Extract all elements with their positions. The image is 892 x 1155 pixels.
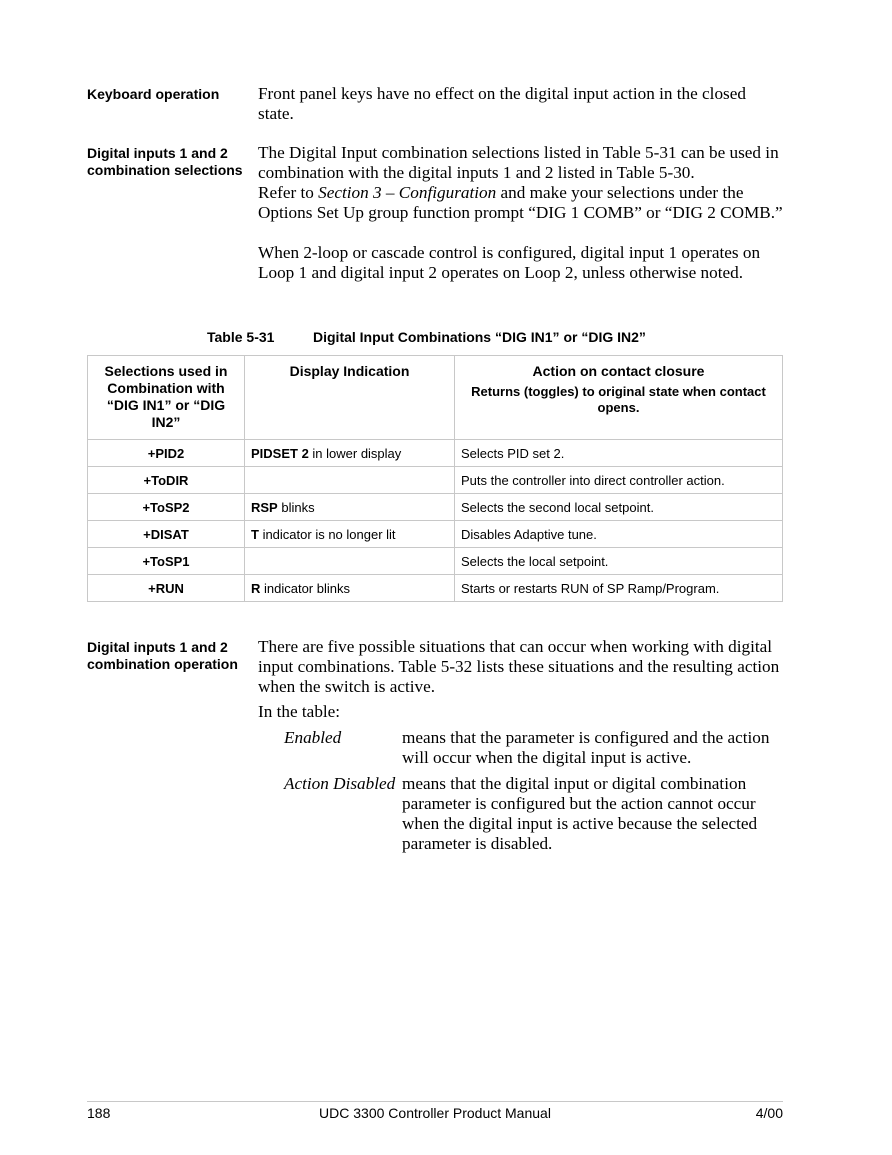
digital-input-combinations-table [87, 355, 783, 602]
cell-display [245, 521, 455, 548]
cell-display [245, 440, 455, 467]
text: Refer to [258, 183, 319, 202]
cell-selection: +DISAT [88, 521, 245, 548]
revision-date: 4/00 [755, 1105, 783, 1121]
table-row [88, 467, 783, 494]
paragraph-reference [258, 183, 783, 223]
paragraph: Front panel keys have no effect on the digital input action in the closed state. [258, 84, 746, 123]
paragraph: There are five possible situations that can occur when working with digital input combinations. Table 5-32 lists these situations and the resulting action when the switch is active. [258, 637, 780, 696]
page-footer [87, 1101, 783, 1121]
table-caption [207, 329, 646, 345]
page-number: 188 [87, 1105, 111, 1121]
display-bold: PIDSET 2 [251, 445, 309, 461]
definition-desc: means that the parameter is configured and the action will occur when the digital input is active. [402, 728, 770, 767]
display-text: indicator blinks [260, 580, 350, 596]
section-body [258, 84, 783, 124]
cell-action: Puts the controller into direct controller action. [455, 467, 783, 494]
side-heading: Digital inputs 1 and 2 combination operation [87, 639, 238, 672]
cell-selection: +ToSP1 [88, 548, 245, 575]
definition-desc: means that the digital input or digital combination parameter is configured but the action cannot occur when the digital input is active because the selected parameter is disabled. [402, 774, 758, 853]
display-text: blinks [277, 499, 315, 515]
table-row [88, 494, 783, 521]
display-bold: T [251, 526, 259, 542]
header-action [455, 356, 783, 440]
cell-selection: +PID2 [88, 440, 245, 467]
cell-action: Selects the second local setpoint. [455, 494, 783, 521]
definition-list [258, 728, 788, 854]
definition-item [258, 774, 788, 854]
section-body [258, 143, 783, 283]
display-text: in lower display [308, 445, 402, 461]
table-number: Table 5-31 [207, 329, 275, 345]
cell-display [245, 494, 455, 521]
cell-display [245, 548, 455, 575]
cell-action: Disables Adaptive tune. [455, 521, 783, 548]
cell-action: Selects the local setpoint. [455, 548, 783, 575]
paragraph: When 2-loop or cascade control is configured, digital input 1 operates on Loop 1 and digital input 2 operates on Loop 2, unless otherwise noted. [258, 243, 761, 282]
header-selections: Selections used in Combination with “DIG IN1” or “DIG IN2” [88, 356, 245, 440]
side-heading: Keyboard operation [87, 86, 220, 102]
table-row [88, 521, 783, 548]
table-row [88, 440, 783, 467]
section-reference: Section 3 – Configuration [318, 183, 497, 202]
cell-selection: +ToSP2 [88, 494, 245, 521]
header-action-title: Action on contact closure [532, 363, 705, 379]
definition-term: Enabled [284, 728, 342, 747]
cell-display [245, 467, 455, 494]
display-bold: RSP [251, 499, 278, 515]
table-row [88, 548, 783, 575]
display-bold: R [251, 580, 261, 596]
side-heading: Digital inputs 1 and 2 combination selections [87, 145, 243, 178]
definition-item [258, 728, 788, 768]
section-body [258, 637, 788, 860]
manual-title: UDC 3300 Controller Product Manual [319, 1105, 551, 1121]
cell-selection: +RUN [88, 575, 245, 602]
cell-action: Starts or restarts RUN of SP Ramp/Program. [455, 575, 783, 602]
paragraph: In the table: [258, 702, 341, 721]
text: and make your selections under the Options Set Up group function prompt “DIG 1 COMB” or “DIG 2 COMB.” [258, 183, 783, 222]
paragraph: The Digital Input combination selections listed in Table 5-31 can be used in combination with the digital inputs 1 and 2 listed in Table 5-30. [258, 143, 779, 182]
table-title: Digital Input Combinations “DIG IN1” or “DIG IN2” [313, 329, 646, 345]
display-text: indicator is no longer lit [258, 526, 396, 542]
cell-display [245, 575, 455, 602]
definition-term: Action Disabled [284, 774, 396, 793]
header-action-subtitle: Returns (toggles) to original state when contact opens. [471, 384, 766, 415]
table-header-row [88, 356, 783, 440]
table-row [88, 575, 783, 602]
cell-action: Selects PID set 2. [455, 440, 783, 467]
header-display-indication: Display Indication [245, 356, 455, 440]
cell-selection: +ToDIR [88, 467, 245, 494]
